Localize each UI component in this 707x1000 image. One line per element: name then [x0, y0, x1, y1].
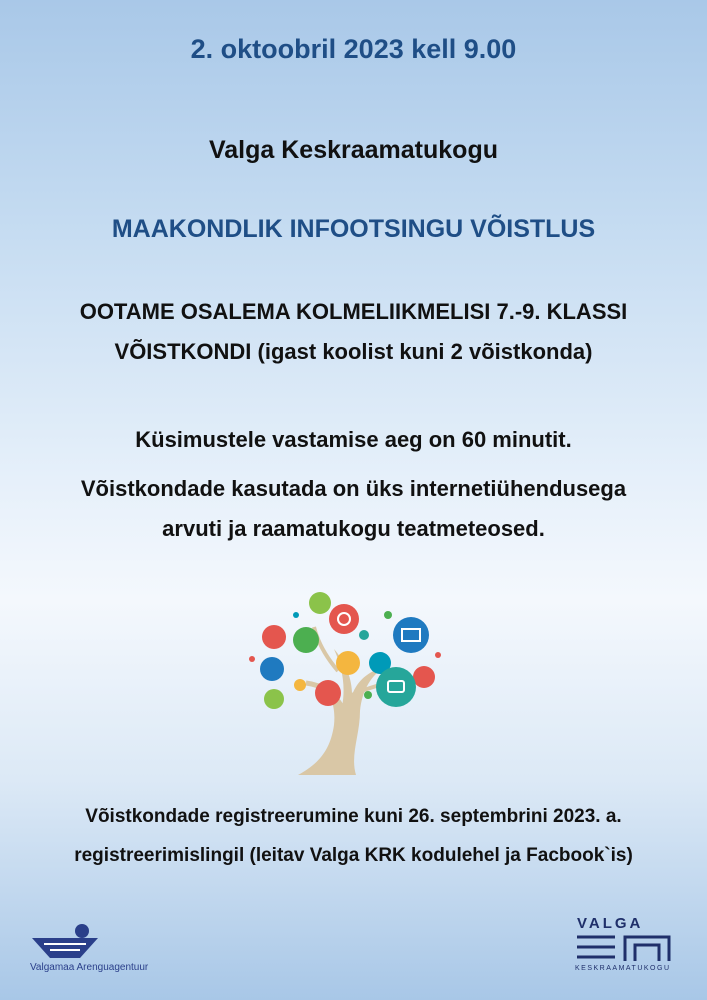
logo-left-text: Valgamaa Arenguagentuur [30, 962, 149, 973]
details-line-3: arvuti ja raamatukogu teatmeteosed. [162, 516, 545, 541]
details-line-1: Küsimustele vastamise aeg on 60 minutit. [135, 427, 572, 452]
ship-logo-icon [30, 922, 100, 960]
details-line-2: Võistkondade kasutada on üks internetiühendusega [80, 476, 627, 501]
valgamaa-arenguagentuur-logo [30, 922, 180, 982]
library-logo-icon [575, 935, 675, 963]
contest-title: MAAKONDLIK INFOOTSINGU VÕISTLUS [111, 215, 596, 243]
registration-line-2: registreerimislingil (leitav Valga KRK kodulehel ja Facbook`is) [74, 845, 633, 866]
logo-right-subtitle: KESKRAAMATUKOGU [575, 965, 671, 972]
venue-name: Valga Keskraamatukogu [208, 136, 498, 164]
invitation-line-1: OOTAME OSALEMA KOLMELIIKMELISI 7.-9. KLASSI [79, 299, 628, 324]
event-date: 2. oktoobril 2023 kell 9.00 [190, 34, 517, 64]
invitation-line-2: VÕISTKONDI (igast koolist kuni 2 võistkonda) [114, 339, 593, 364]
logo-right-word: VALGA [577, 915, 644, 932]
valga-keskraamatukogu-logo [575, 915, 675, 980]
social-media-tree-icon [238, 575, 458, 780]
registration-line-1: Võistkondade registreerumine kuni 26. septembrini 2023. a. [85, 806, 622, 827]
